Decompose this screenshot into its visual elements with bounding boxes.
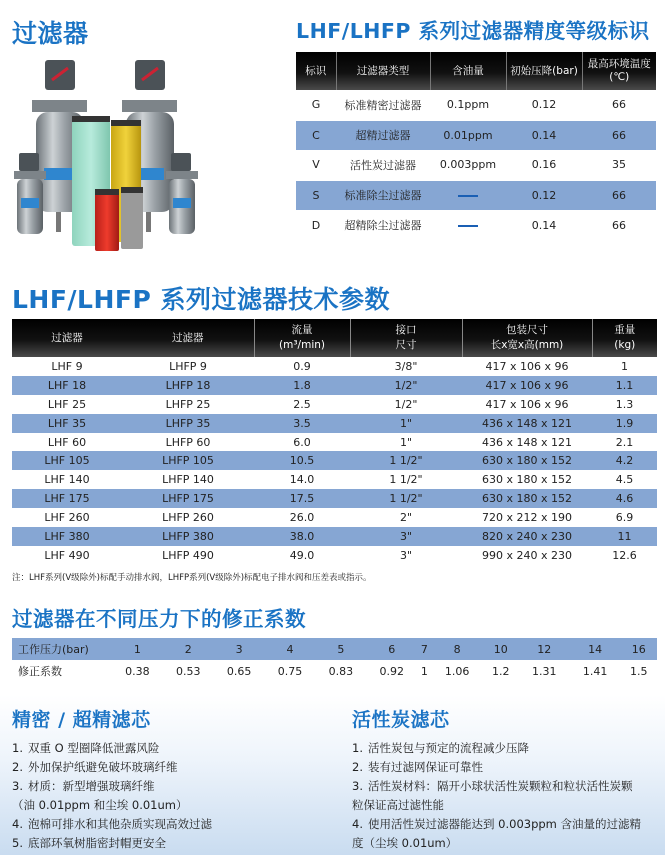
header-package-unit: 长x宽x高(mm) — [490, 339, 564, 351]
header-type: 过滤器类型 — [336, 52, 430, 90]
grade-temp: 66 — [612, 98, 626, 112]
grade-id: C — [296, 120, 336, 150]
list-item — [352, 815, 662, 834]
carbon-panel-title: 活性炭滤芯 — [352, 709, 450, 731]
spec-note: 注：LHF系列(V级除外)标配手动排水阀，LHFP系列(V级除外)标配电子排水阀和压差表或指示。 — [12, 573, 372, 583]
list-text: 使用活性炭过滤器能达到 0.003ppm 含油量的过滤精 — [368, 817, 642, 831]
cell-flow: 38.0 — [254, 527, 350, 546]
list-text: 装有过滤网保证可靠性 — [368, 760, 483, 774]
list-item — [352, 739, 662, 758]
list-item — [12, 739, 332, 758]
cell-package-size: 630 x 180 x 152 — [462, 451, 592, 470]
cell-package-size: 630 x 180 x 152 — [482, 473, 572, 487]
grade-temp: 66 — [582, 180, 656, 210]
factor-value: 0.53 — [176, 664, 201, 678]
list-item — [352, 777, 662, 796]
pressure-value: 3 — [214, 638, 265, 660]
cell-model-lhf: LHF 140 — [44, 473, 90, 487]
cell-flow: 49.0 — [289, 548, 315, 562]
factor-value: 1.06 — [444, 664, 470, 678]
factor-value: 1.5 — [630, 664, 648, 678]
cell-port: 2" — [399, 511, 413, 525]
pressure-value: 10 — [483, 638, 519, 660]
correction-table — [12, 638, 657, 682]
pressure-value: 7 — [417, 638, 432, 660]
pressure-row — [12, 638, 657, 660]
list-number: 5. — [12, 836, 23, 850]
pressure-value: 6 — [366, 638, 417, 660]
cell-model-lhf: LHF 9 — [51, 359, 83, 373]
cell-model-lhf: LHF 175 — [12, 489, 122, 508]
carbon-feature-list — [352, 739, 662, 853]
table-row — [12, 376, 657, 395]
cell-package-size: 417 x 106 x 96 — [485, 359, 569, 373]
cell-port: 3" — [350, 527, 462, 546]
header-package — [462, 319, 592, 357]
list-number: 2. — [352, 760, 363, 774]
cell-flow: 1.8 — [254, 376, 350, 395]
cell-port: 1/2" — [394, 397, 418, 411]
grade-type: 活性炭过滤器 — [350, 158, 416, 172]
cell-flow: 10.5 — [254, 451, 350, 470]
header-max-temp — [582, 52, 656, 90]
cell-model-lhf: LHF 35 — [12, 414, 122, 433]
grade-row-g — [296, 90, 656, 120]
grade-row-s — [296, 180, 656, 210]
header-package-label: 包装尺寸 — [506, 324, 548, 336]
cell-weight: 1 — [621, 359, 628, 373]
table-row — [12, 395, 657, 414]
list-item — [352, 758, 662, 777]
grade-oil: 0.1ppm — [446, 98, 490, 112]
table-row — [12, 433, 657, 452]
features-section — [0, 695, 665, 855]
precision-panel-title: 精密 / 超精滤芯 — [12, 709, 151, 731]
list-item — [12, 758, 332, 777]
pressure-value: 5 — [315, 638, 366, 660]
cell-model-lhfp: LHFP 490 — [162, 548, 214, 562]
header-weight-label: 重量 — [614, 324, 636, 336]
list-item — [352, 796, 662, 815]
cell-model-lhf: LHF 490 — [44, 548, 90, 562]
cell-port: 1" — [350, 414, 462, 433]
grade-drop: 0.14 — [531, 218, 557, 232]
grade-id: D — [311, 218, 321, 232]
header-id: 标识 — [296, 52, 336, 90]
cell-package-size: 436 x 148 x 121 — [482, 435, 572, 449]
spec-table-title: LHF/LHFP 系列过滤器技术参数 — [12, 285, 391, 314]
grade-drop: 0.12 — [531, 98, 557, 112]
list-text: 度（尘埃 0.01um） — [352, 836, 458, 850]
cell-model-lhfp: LHFP 18 — [122, 376, 254, 395]
list-number: 1. — [12, 741, 23, 755]
cell-model-lhfp: LHFP 175 — [122, 489, 254, 508]
header-port-label: 接口 — [395, 324, 417, 336]
cell-weight: 4.5 — [615, 473, 634, 487]
list-text: 泡棉可排水和其他杂质实现高效过滤 — [28, 817, 212, 831]
grade-id: S — [296, 180, 336, 210]
carbon-filter-panel — [352, 705, 662, 853]
correction-title: 过滤器在不同压力下的修正系数 — [12, 607, 306, 631]
table-row — [12, 414, 657, 433]
grade-table-header — [296, 52, 656, 90]
cell-flow: 26.0 — [289, 511, 315, 525]
cell-model-lhfp: LHFP 260 — [162, 511, 214, 525]
cell-model-lhfp: LHFP 380 — [122, 527, 254, 546]
factor-value: 1.31 — [532, 664, 557, 678]
pressure-value: 8 — [432, 638, 483, 660]
cell-port: 3" — [399, 548, 413, 562]
cell-flow: 0.9 — [293, 359, 311, 373]
grade-oil: 0.003ppm — [439, 158, 497, 172]
factor-value: 0.75 — [277, 664, 303, 678]
cell-model-lhf: LHF 25 — [47, 397, 87, 411]
cell-port: 3/8" — [394, 359, 418, 373]
dash-icon — [458, 225, 478, 227]
header-max-temp-unit: (℃) — [609, 71, 630, 83]
list-text: 材质：新型增强玻璃纤维 — [28, 779, 155, 793]
spec-table-header — [12, 319, 657, 357]
table-row — [12, 451, 657, 470]
header-oil: 含油量 — [430, 52, 506, 90]
cell-model-lhf: LHF 105 — [12, 451, 122, 470]
cell-model-lhfp: LHFP 105 — [122, 451, 254, 470]
grade-type: 标准除尘过滤器 — [336, 180, 430, 210]
factor-value: 1 — [420, 664, 428, 678]
cell-package-size: 436 x 148 x 121 — [462, 414, 592, 433]
cell-model-lhfp: LHFP 25 — [165, 397, 211, 411]
cell-weight: 1.9 — [592, 414, 657, 433]
grade-id: V — [312, 158, 320, 172]
header-model-lhf: 过滤器 — [12, 319, 122, 357]
factor-value: 0.92 — [379, 664, 404, 678]
table-row — [12, 470, 657, 489]
grade-oil-na — [430, 180, 506, 210]
factor-value: 0.38 — [125, 664, 150, 678]
grade-temp: 35 — [612, 158, 626, 172]
table-row — [12, 508, 657, 527]
precision-feature-list — [12, 739, 332, 853]
cell-model-lhf: LHF 60 — [47, 435, 87, 449]
list-number: 2. — [12, 760, 23, 774]
grade-type: 超精除尘过滤器 — [344, 219, 422, 232]
cell-model-lhfp: LHFP 35 — [122, 414, 254, 433]
cell-package-size: 417 x 106 x 96 — [462, 376, 592, 395]
cell-model-lhfp: LHFP 9 — [169, 359, 207, 373]
grade-temp: 66 — [612, 218, 626, 232]
cell-flow: 14.0 — [289, 473, 315, 487]
list-text: 活性炭材料：隔开小球状活性炭颗粒和粒状活性炭颗 — [368, 779, 633, 793]
grade-oil-na — [430, 210, 506, 240]
cell-model-lhfp: LHFP 60 — [165, 435, 211, 449]
list-text: （油 0.01ppm 和尘埃 0.01um） — [12, 798, 188, 812]
grade-id: G — [311, 98, 321, 112]
cell-flow: 6.0 — [293, 435, 311, 449]
list-text: 活性炭包与预定的流程减少压降 — [368, 741, 529, 755]
product-image — [10, 58, 200, 253]
list-item — [12, 796, 332, 815]
precision-filter-panel — [12, 705, 332, 853]
cell-model-lhf: LHF 18 — [12, 376, 122, 395]
cell-port: 1 1/2" — [350, 451, 462, 470]
grade-table-title: LHF/LHFP 系列过滤器精度等级标识 — [296, 19, 650, 43]
table-row — [12, 546, 657, 565]
header-weight — [592, 319, 657, 357]
pressure-value: 1 — [112, 638, 163, 660]
list-text: 粒保证高过滤性能 — [352, 798, 444, 812]
list-number: 4. — [352, 817, 363, 831]
cell-flow: 2.5 — [293, 397, 311, 411]
grade-drop: 0.16 — [531, 158, 557, 172]
cell-model-lhf: LHF 260 — [44, 511, 90, 525]
grade-drop: 0.14 — [506, 120, 582, 150]
cell-port: 1 1/2" — [350, 489, 462, 508]
list-text: 双重 O 型圈降低泄露风险 — [28, 741, 160, 755]
grade-temp: 66 — [582, 120, 656, 150]
pressure-label: 工作压力(bar) — [12, 638, 112, 660]
cell-package-size: 990 x 240 x 230 — [482, 548, 572, 562]
grade-type: 标准精密过滤器 — [344, 98, 422, 112]
cell-flow: 17.5 — [254, 489, 350, 508]
header-pressure-drop: 初始压降(bar) — [506, 52, 582, 90]
cell-weight: 12.6 — [612, 548, 637, 562]
spec-table-body — [12, 357, 657, 565]
pressure-value: 14 — [570, 638, 621, 660]
cell-weight: 4.6 — [592, 489, 657, 508]
cell-package-size: 630 x 180 x 152 — [462, 489, 592, 508]
list-number: 3. — [352, 779, 363, 793]
header-flow-label: 流量 — [291, 324, 313, 336]
list-item — [12, 834, 332, 853]
cell-package-size: 820 x 240 x 230 — [462, 527, 592, 546]
header-flow-unit: (m³/min) — [279, 339, 325, 351]
factor-row — [12, 660, 657, 682]
grade-drop: 0.12 — [506, 180, 582, 210]
cell-port: 1/2" — [350, 376, 462, 395]
header-max-temp-label: 最高环境温度 — [587, 58, 651, 70]
cell-package-size: 720 x 212 x 190 — [482, 511, 572, 525]
list-number: 3. — [12, 779, 23, 793]
pressure-value: 2 — [163, 638, 214, 660]
grade-type: 超精过滤器 — [336, 120, 430, 150]
factor-value: 0.83 — [328, 664, 354, 678]
cell-weight: 11 — [592, 527, 657, 546]
grade-oil: 0.01ppm — [430, 120, 506, 150]
cell-model-lhfp: LHFP 140 — [162, 473, 214, 487]
list-number: 1. — [352, 741, 363, 755]
list-number: 4. — [12, 817, 23, 831]
list-text: 底部环氧树脂密封帽更安全 — [28, 836, 166, 850]
cell-model-lhf: LHF 380 — [12, 527, 122, 546]
list-item — [12, 777, 332, 796]
grade-row-v — [296, 150, 656, 180]
cell-flow: 3.5 — [254, 414, 350, 433]
cell-weight: 1.1 — [592, 376, 657, 395]
cell-weight: 6.9 — [615, 511, 634, 525]
factor-value: 0.65 — [226, 664, 252, 678]
dash-icon — [458, 195, 478, 197]
cell-weight: 2.1 — [615, 435, 634, 449]
pressure-value: 12 — [519, 638, 570, 660]
header-port — [350, 319, 462, 357]
cell-weight: 1.3 — [615, 397, 634, 411]
header-flow — [254, 319, 350, 357]
grade-table — [296, 52, 656, 240]
factor-label: 修正系数 — [18, 665, 62, 678]
cell-weight: 4.2 — [592, 451, 657, 470]
list-text: 外加保护纸避免破坏玻璃纤维 — [28, 760, 178, 774]
cell-package-size: 417 x 106 x 96 — [485, 397, 569, 411]
header-model-lhfp: 过滤器 — [122, 319, 254, 357]
factor-value: 1.41 — [582, 664, 608, 678]
grade-row-c — [296, 120, 656, 150]
pressure-value: 4 — [265, 638, 316, 660]
cell-port: 1 1/2" — [389, 473, 423, 487]
table-row — [12, 527, 657, 546]
page-title: 过滤器 — [12, 19, 89, 48]
cell-port: 1" — [399, 435, 413, 449]
list-item — [12, 815, 332, 834]
factor-value: 1.2 — [491, 664, 510, 678]
spec-table — [12, 319, 657, 565]
table-row — [12, 357, 657, 376]
grade-row-d — [296, 210, 656, 240]
list-item — [352, 834, 662, 853]
pressure-value: 16 — [621, 638, 657, 660]
header-weight-unit: (kg) — [614, 339, 636, 351]
header-port-unit: 尺寸 — [395, 339, 417, 351]
table-row — [12, 489, 657, 508]
